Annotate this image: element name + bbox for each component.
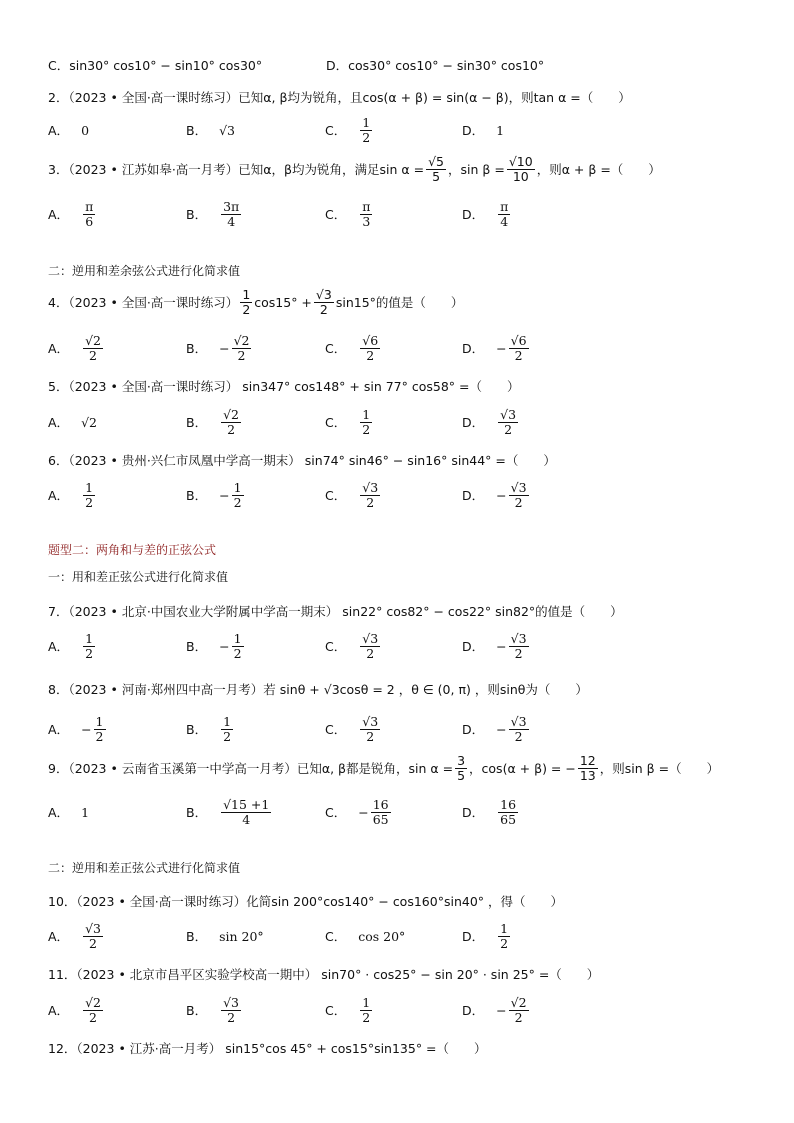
q8-options xyxy=(48,709,748,749)
q7-option-b: B． − $\frac{1}{2}$ xyxy=(186,630,242,661)
q6-option-d: D． − $\frac{√3}{2}$ xyxy=(462,479,527,510)
q11-option-d: D． − $\frac{√2}{2}$ xyxy=(462,994,527,1025)
q4-option-a: A． $\frac{√2}{2}$ xyxy=(48,332,101,363)
q6-option-b: B． − $\frac{1}{2}$ xyxy=(186,479,242,510)
q8-option-c: C． $\frac{√3}{2}$ xyxy=(325,713,379,744)
section-heading: 二：逆用和差余弦公式进行化简求值 xyxy=(48,264,241,278)
q3-options xyxy=(48,194,748,234)
q10-option-d: D． $\frac{1}{2}$ xyxy=(462,920,509,951)
question-11: 11．（2023 • 北京市昌平区实验学校高一期中） sin70° · cos25° − sin 20° · sin 25° =（ ） xyxy=(48,967,600,982)
q3-option-d: D． $\frac{\pi}{4}$ xyxy=(462,198,509,229)
q1-option-d: D．cos30° cos10° − sin30° cos10° xyxy=(326,58,545,73)
q10-options xyxy=(48,916,748,956)
q1-options xyxy=(48,56,754,74)
q7-option-c: C． $\frac{√3}{2}$ xyxy=(325,630,379,661)
q7-option-d: D． − $\frac{√3}{2}$ xyxy=(462,630,527,661)
q9-options xyxy=(48,792,748,832)
q7-options xyxy=(48,626,748,666)
type-two-heading: 题型二：两角和与差的正弦公式 xyxy=(48,543,217,557)
q3-option-c: C． $\frac{\pi}{3}$ xyxy=(325,198,371,229)
question-2: 2．（2023 • 全国·高一课时练习）已知α, β均为锐角，且cos(α + β) = sin(α − β)，则tan α =（ ） xyxy=(48,90,631,105)
q5-option-a: A． √2 xyxy=(48,414,97,430)
q11-option-c: C． $\frac{1}{2}$ xyxy=(325,994,371,1025)
q5-option-d: D． $\frac{√3}{2}$ xyxy=(462,406,517,437)
q4-options xyxy=(48,328,748,368)
q4-option-d: D． − $\frac{√6}{2}$ xyxy=(462,332,527,363)
q5-options xyxy=(48,402,748,442)
q2-option-d: D． 1 xyxy=(462,122,505,138)
q2-option-a: A． 0 xyxy=(48,122,90,138)
section-heading: 二：逆用和差正弦公式进行化简求值 xyxy=(48,861,241,875)
q3-option-b: B． $\frac{3\pi}{4}$ xyxy=(186,198,240,229)
question-12: 12．（2023 • 江苏·高一月考） sin15°cos 45° + cos15°sin135° =（ ） xyxy=(48,1041,487,1056)
q4-option-b: B． − $\frac{√2}{2}$ xyxy=(186,332,250,363)
question-9: 9．（2023 • 云南省玉溪第一中学高一月考）已知α, β都是锐角，sin α = $\frac{3}{5}$ ，cos(α + β) = − $\frac{12}{13}$ ，则sin β =（ ） xyxy=(48,753,720,783)
q9-option-b: B． $\frac{√15 +1}{4}$ xyxy=(186,796,270,827)
q9-option-d: D． $\frac{16}{65}$ xyxy=(462,796,517,827)
q10-option-b: B． sin 20° xyxy=(186,928,264,944)
q10-option-a: A． $\frac{√3}{2}$ xyxy=(48,920,101,951)
question-7: 7．（2023 • 北京·中国农业大学附属中学高一期末） sin22° cos82° − cos22° sin82°的值是（ ） xyxy=(48,604,623,619)
q2-option-b: B． √3 xyxy=(186,122,235,138)
q3-option-a: A． $\frac{\pi}{6}$ xyxy=(48,198,94,229)
q4-option-c: C． $\frac{√6}{2}$ xyxy=(325,332,379,363)
q8-option-a: A． − $\frac{1}{2}$ xyxy=(48,713,104,744)
q8-option-d: D． − $\frac{√3}{2}$ xyxy=(462,713,527,744)
q2-options xyxy=(48,110,748,150)
section-heading: 一：用和差正弦公式进行化简求值 xyxy=(48,570,229,584)
question-4: 4．（2023 • 全国·高一课时练习） $\frac{1}{2}$ cos15° + $\frac{√3}{2}$ sin15°的值是（ ） xyxy=(48,287,464,317)
q7-option-a: A． $\frac{1}{2}$ xyxy=(48,630,94,661)
q11-option-b: B． $\frac{√3}{2}$ xyxy=(186,994,239,1025)
q9-option-a: A． 1 xyxy=(48,804,90,820)
question-6: 6．（2023 • 贵州·兴仁市凤凰中学高一期末） sin74° sin46° − sin16° sin44° =（ ） xyxy=(48,453,556,468)
question-3: 3．（2023 • 江苏如皋·高一月考）已知α，β均为锐角，满足sin α = $\frac{√5}{5}$ ，sin β = $\frac{√10}{10}$ ，则α + β =（ ） xyxy=(48,154,661,184)
q5-option-b: B． $\frac{√2}{2}$ xyxy=(186,406,239,437)
q6-option-a: A． $\frac{1}{2}$ xyxy=(48,479,94,510)
q6-option-c: C． $\frac{√3}{2}$ xyxy=(325,479,379,510)
question-8: 8．（2023 • 河南·郑州四中高一月考）若 sinθ + √3cosθ = 2 ，θ ∈ (0, π) ，则sinθ为（ ） xyxy=(48,682,588,697)
q1-option-c: C．sin30° cos10° − sin10° cos30° xyxy=(48,58,263,73)
q11-options xyxy=(48,990,748,1030)
q11-option-a: A． $\frac{√2}{2}$ xyxy=(48,994,101,1025)
q9-option-c: C． − $\frac{16}{65}$ xyxy=(325,796,389,827)
question-10: 10．（2023 • 全国·高一课时练习）化简sin 200°cos140° − cos160°sin40° ，得（ ） xyxy=(48,894,563,909)
q8-option-b: B． $\frac{1}{2}$ xyxy=(186,713,232,744)
q2-option-c: C． $\frac{1}{2}$ xyxy=(325,114,371,145)
q6-options xyxy=(48,475,748,515)
question-5: 5．（2023 • 全国·高一课时练习） sin347° cos148° + sin 77° cos58° =（ ） xyxy=(48,379,520,394)
q10-option-c: C． cos 20° xyxy=(325,928,406,944)
q5-option-c: C． $\frac{1}{2}$ xyxy=(325,406,371,437)
